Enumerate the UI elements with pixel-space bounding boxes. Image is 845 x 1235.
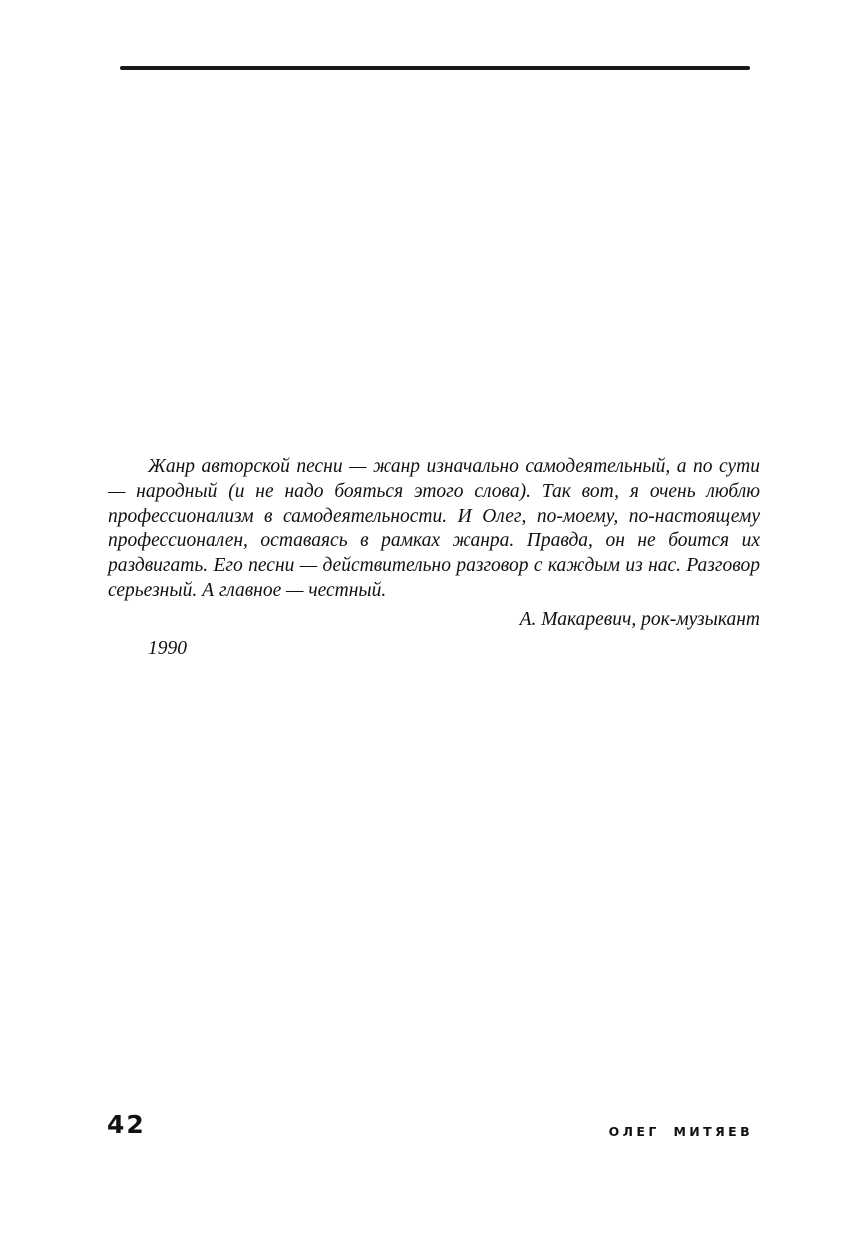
quote-year: 1990 <box>148 638 187 659</box>
quote-attribution: А. Макаревич, рок-музыкант <box>519 608 760 630</box>
quote-text: Жанр авторской песни — жанр изначально самодеятельный, а по сути — народный (и не надо бояться этого слова). Так вот, я очень люблю профессионализм в самодеятельности. И Олег, по-моему, по-настоящему профессионален, оставаясь в рамках жанра. Правда, он не боится их раздвигать. Его песни — действительно разговор с каждым из нас. Разговор серьезный. А главное — честный. <box>108 456 760 601</box>
epigraph-quote <box>108 455 760 633</box>
page-number: 42 <box>107 1110 146 1139</box>
top-rule <box>120 66 750 70</box>
running-footer-author: ОЛЕГ МИТЯЕВ <box>608 1124 753 1139</box>
